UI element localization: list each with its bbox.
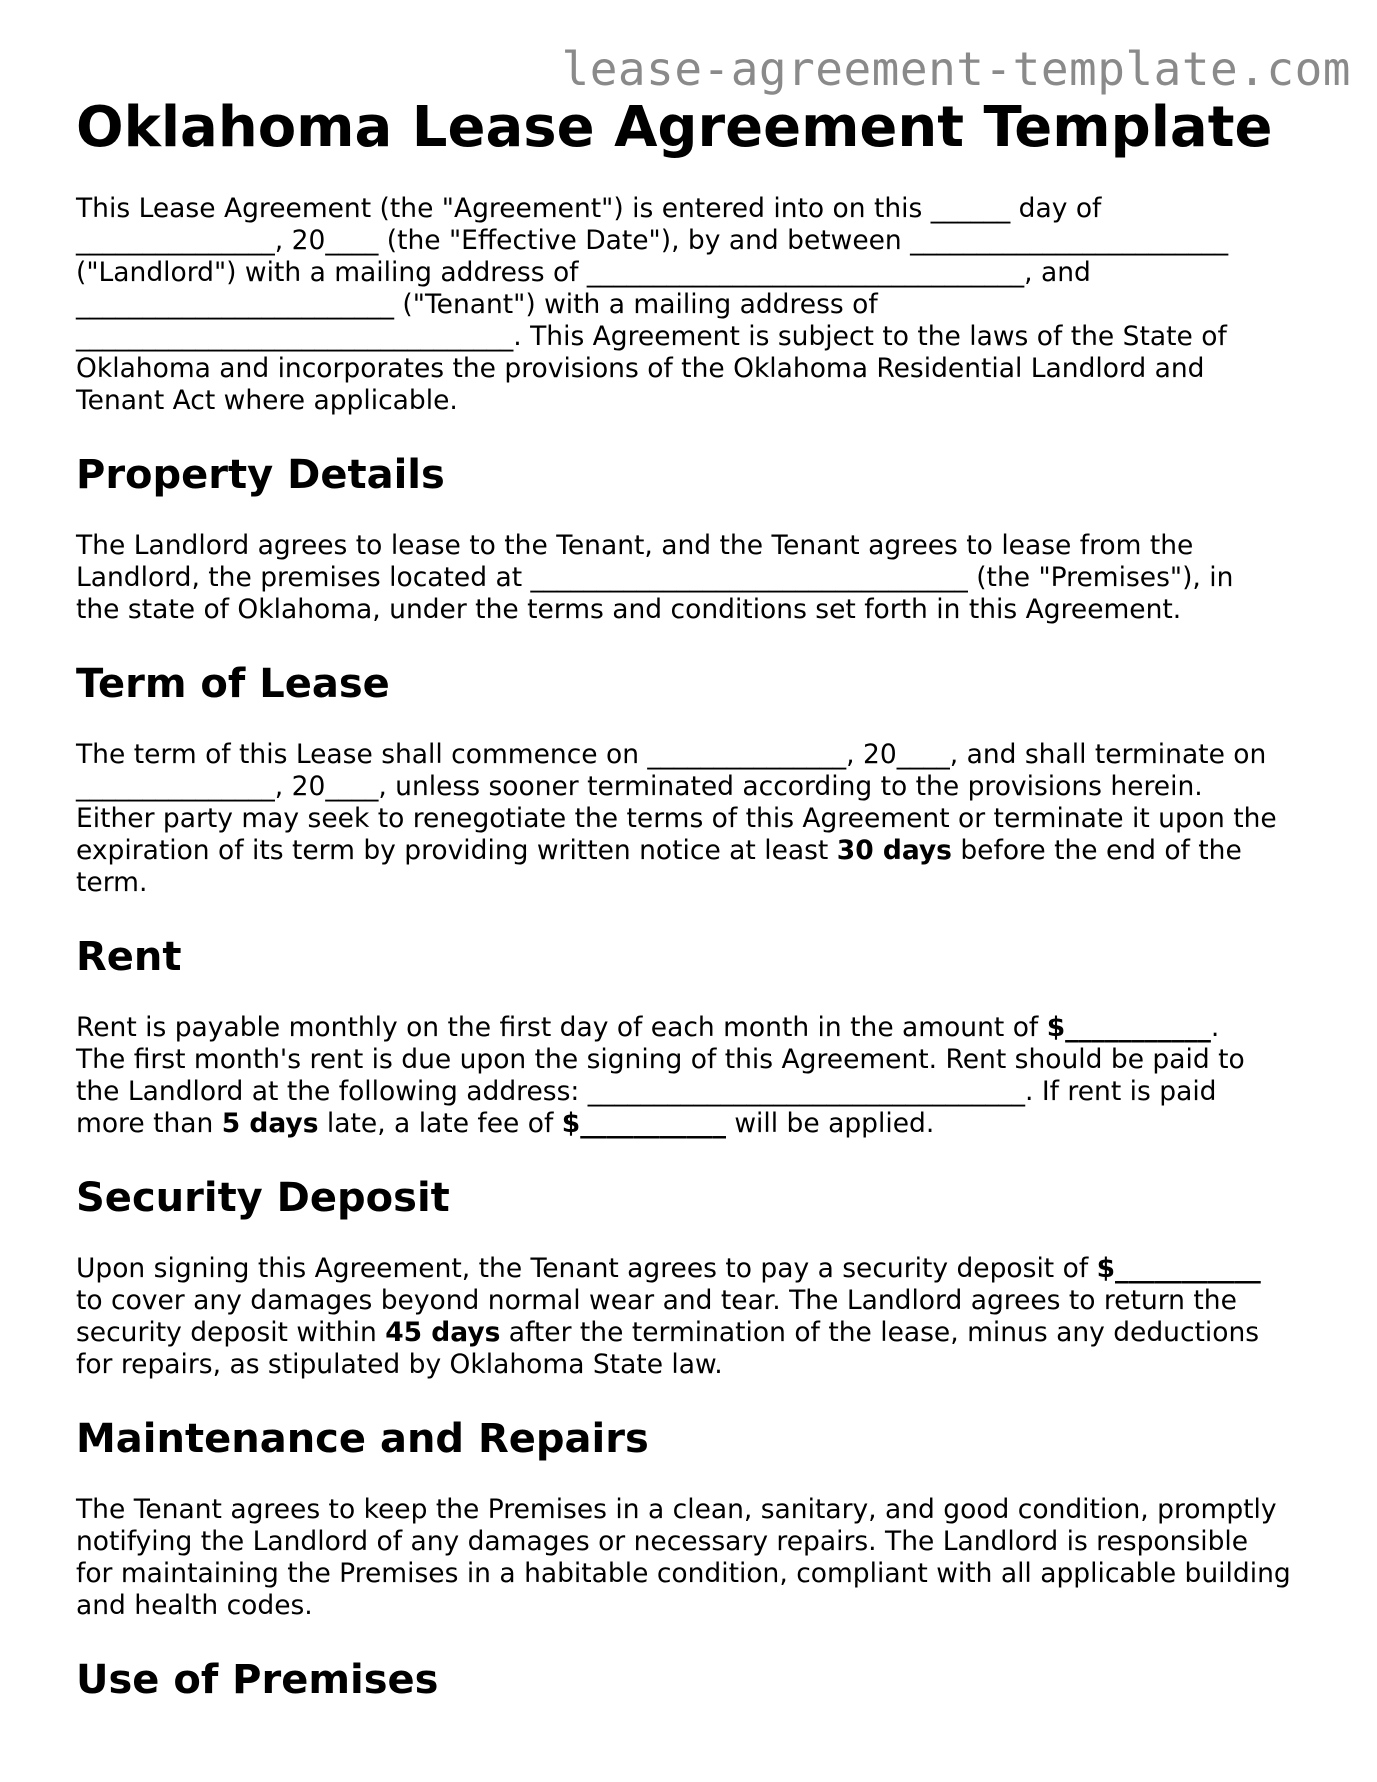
paragraph-line: The Landlord agrees to lease to the Tenant, and the Tenant agrees to lease from the xyxy=(76,530,1194,561)
intro-line: ("Landlord") with a mailing address of _________________________________, and xyxy=(76,257,1091,288)
intro-line: _______________, 20____ (the "Effective Date"), by and between ________________________ xyxy=(76,225,1229,256)
section-heading: Property Details xyxy=(76,452,445,498)
text-run: expiration of its term by providing written notice at least xyxy=(76,835,837,866)
text-run: . xyxy=(1210,1012,1220,1043)
section-heading: Use of Premises xyxy=(76,1657,439,1703)
paragraph-line: the state of Oklahoma, under the terms and conditions set forth in this Agreement. xyxy=(76,594,1182,625)
section-paragraph xyxy=(76,1012,1316,1140)
paragraph-line: _______________, 20____, unless sooner terminated according to the provisions herein. xyxy=(76,771,1203,802)
section-paragraph xyxy=(76,1494,1316,1622)
paragraph-line: Either party may seek to renegotiate the terms of this Agreement or terminate it upon the xyxy=(76,803,1277,834)
deposit-amount-blank: $___________ xyxy=(1096,1253,1261,1284)
paragraph-line: and health codes. xyxy=(76,1590,313,1621)
paragraph-line: The term of this Lease shall commence on _______________, 20____, and shall terminate on xyxy=(76,739,1267,770)
text-run: Rent is payable monthly on the first day of each month in the amount of xyxy=(76,1012,1047,1043)
paragraph-line: term. xyxy=(76,867,148,898)
return-period: 45 days xyxy=(385,1317,501,1348)
intro-line: ________________________ ("Tenant") with a mailing address of xyxy=(76,289,878,320)
section-heading: Maintenance and Repairs xyxy=(76,1416,649,1462)
notice-period: 30 days xyxy=(836,835,952,866)
paragraph-line: for maintaining the Premises in a habitable condition, compliant with all applicable building xyxy=(76,1558,1291,1589)
section-property-details xyxy=(76,451,1316,626)
section-use-of-premises xyxy=(76,1656,1316,1704)
paragraph-line xyxy=(76,1108,1316,1140)
text-run: Upon signing this Agreement, the Tenant agrees to pay a security deposit of xyxy=(76,1253,1097,1284)
section-rent xyxy=(76,933,1316,1140)
document-body xyxy=(76,96,1316,1704)
section-term-of-lease xyxy=(76,660,1316,899)
paragraph-line xyxy=(76,1012,1316,1044)
intro-line: This Lease Agreement (the "Agreement") is entered into on this ______ day of xyxy=(76,193,1102,224)
paragraph-line: The Tenant agrees to keep the Premises in a clean, sanitary, and good condition, promptly xyxy=(76,1494,1277,1525)
section-paragraph xyxy=(76,1253,1316,1381)
paragraph-line: for repairs, as stipulated by Oklahoma State law. xyxy=(76,1349,723,1380)
paragraph-line xyxy=(76,835,1316,867)
paragraph-line: the Landlord at the following address: _________________________________. If rent is paid xyxy=(76,1076,1217,1107)
text-run: after the termination of the lease, minus any deductions xyxy=(500,1317,1260,1348)
intro-line: Oklahoma and incorporates the provisions of the Oklahoma Residential Landlord and xyxy=(76,353,1205,384)
text-run: before the end of the xyxy=(951,835,1242,866)
text-run: more than xyxy=(76,1108,222,1139)
section-heading: Term of Lease xyxy=(76,661,390,707)
site-watermark: lease-agreement-template.com xyxy=(561,42,1351,96)
section-maintenance-repairs xyxy=(76,1415,1316,1622)
section-heading: Security Deposit xyxy=(76,1175,450,1221)
rent-amount-blank: $___________ xyxy=(1046,1012,1211,1043)
paragraph-line: notifying the Landlord of any damages or necessary repairs. The Landlord is responsible xyxy=(76,1526,1249,1557)
section-security-deposit xyxy=(76,1174,1316,1381)
section-paragraph xyxy=(76,530,1316,626)
paragraph-line: The first month's rent is due upon the signing of this Agreement. Rent should be paid to xyxy=(76,1044,1245,1075)
paragraph-line xyxy=(76,1317,1316,1349)
text-run: will be applied. xyxy=(725,1108,935,1139)
late-fee-blank: $___________ xyxy=(561,1108,726,1139)
paragraph-line xyxy=(76,1253,1316,1285)
section-paragraph xyxy=(76,739,1316,899)
paragraph-line: Landlord, the premises located at _________________________________ (the "Premises"), in xyxy=(76,562,1234,593)
section-heading: Rent xyxy=(76,934,182,980)
text-run: late, a late fee of xyxy=(318,1108,562,1139)
intro-paragraph xyxy=(76,193,1316,417)
document-title: Oklahoma Lease Agreement Template xyxy=(76,95,1273,160)
paragraph-line: to cover any damages beyond normal wear and tear. The Landlord agrees to return the xyxy=(76,1285,1237,1316)
grace-period: 5 days xyxy=(221,1108,319,1139)
text-run: security deposit within xyxy=(76,1317,386,1348)
intro-line: _________________________________. This Agreement is subject to the laws of the State of xyxy=(76,321,1227,352)
intro-line: Tenant Act where applicable. xyxy=(76,385,458,416)
